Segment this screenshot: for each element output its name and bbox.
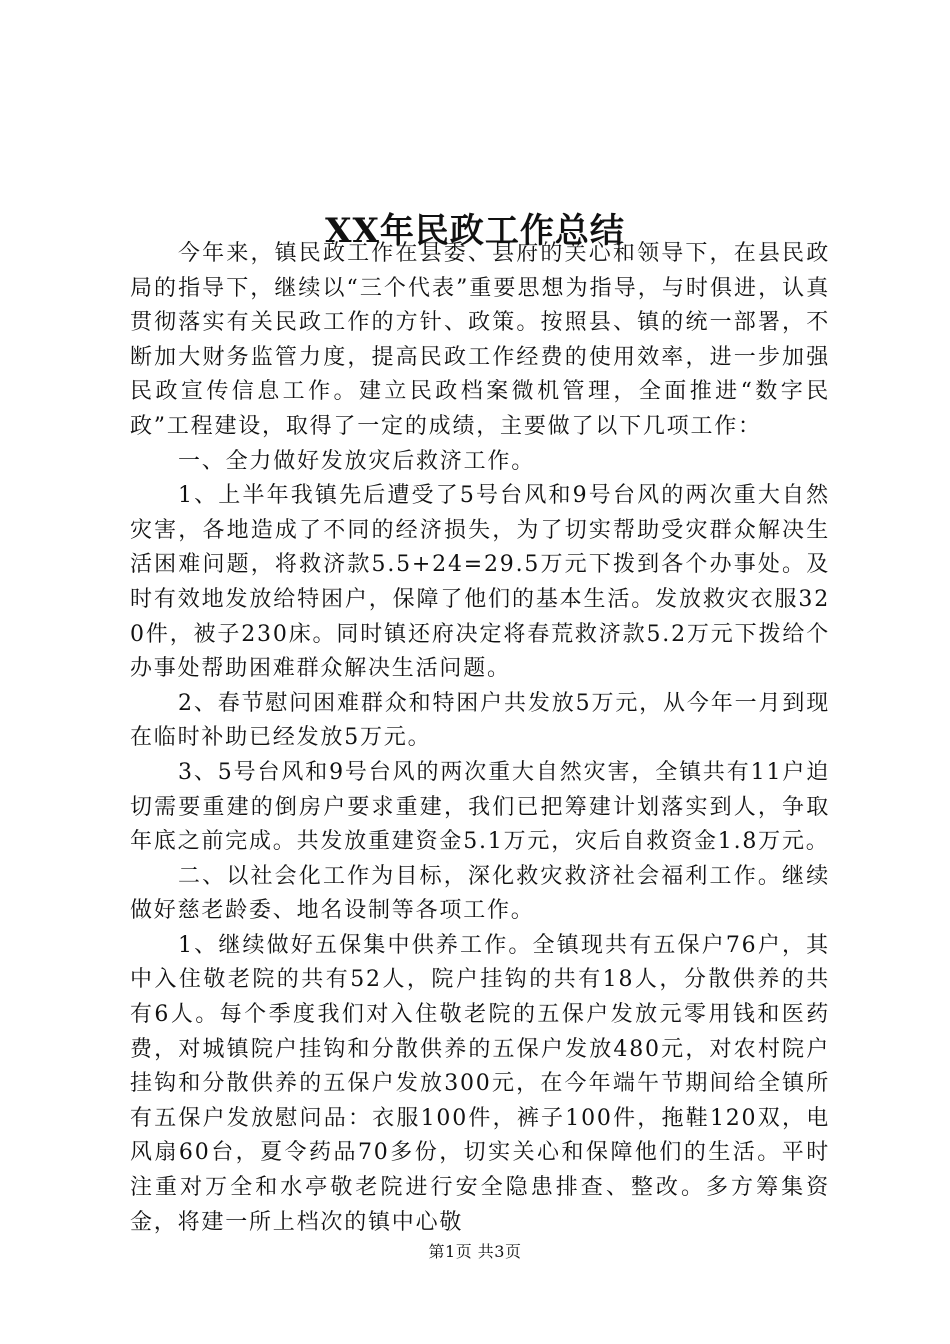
page-footer: 第1页 共3页 <box>428 1242 522 1261</box>
paragraph-1-2: 2、春节慰问困难群众和特困户共发放5万元，从今年一月到现在临时补助已经发放5万元。 <box>130 690 830 751</box>
paragraph-intro: 今年来，镇民政工作在县委、县府的关心和领导下，在县民政局的指导下，继续以“三个代表”重要思想为指导，与时俱进，认真贯彻落实有关民政工作的方针、政策。按照县、镇的统一部署，不断加大财务监管力度，提高民政工作经费的使用效率，进一步加强民政宣传信息工作。建立民政档案微机管理，全面推进“数字民政”工程建设，取得了一定的成绩，主要做了以下几项工作： <box>130 241 830 439</box>
section-heading-1: 一、全力做好发放灾后救济工作。 <box>178 448 536 474</box>
paragraph-1-3: 3、5号台风和9号台风的两次重大自然灾害，全镇共有11户迫切需要重建的倒房户要求重建，我们已把筹建计划落实到人，争取年底之前完成。共发放重建资金5.1万元，灾后自救资金1.8万元。 <box>130 759 830 855</box>
paragraph-2-1: 1、继续做好五保集中供养工作。全镇现共有五保户76户，其中入住敬老院的共有52人，院户挂钩的共有18人，分散供养的共有6人。每个季度我们对入住敬老院的五保户发放元零用钱和医药费，对城镇院户挂钩和分散供养的五保户发放480元，对农村院户挂钩和分散供养的五保户发放300元，在今年端午节期间给全镇所有五保户发放慰问品：衣服100件，裤子100件，拖鞋120双，电风扇60台，夏令药品70多份，切实关心和保障他们的生活。平时注重对万全和水亭敬老院进行安全隐患排查、整改。多方筹集资金，将建一所上档次的镇中心敬 <box>130 932 830 1235</box>
document-body <box>130 237 830 1240</box>
section-heading-2: 二、以社会化工作为目标，深化救灾救济社会福利工作。继续做好慈老龄委、地名设制等各项工作。 <box>130 863 830 924</box>
document-title: XX年民政工作总结 <box>325 210 625 251</box>
paragraph-1-1: 1、上半年我镇先后遭受了5号台风和9号台风的两次重大自然灾害，各地造成了不同的经济损失，为了切实帮助受灾群众解决生活困难问题，将救济款5.5+24=29.5万元下拨到各个办事处。及时有效地发放给特困户，保障了他们的基本生活。发放救灾衣服320件，被子230床。同时镇还府决定将春荒救济款5.2万元下拨给个办事处帮助困难群众解决生活问题。 <box>130 483 830 682</box>
